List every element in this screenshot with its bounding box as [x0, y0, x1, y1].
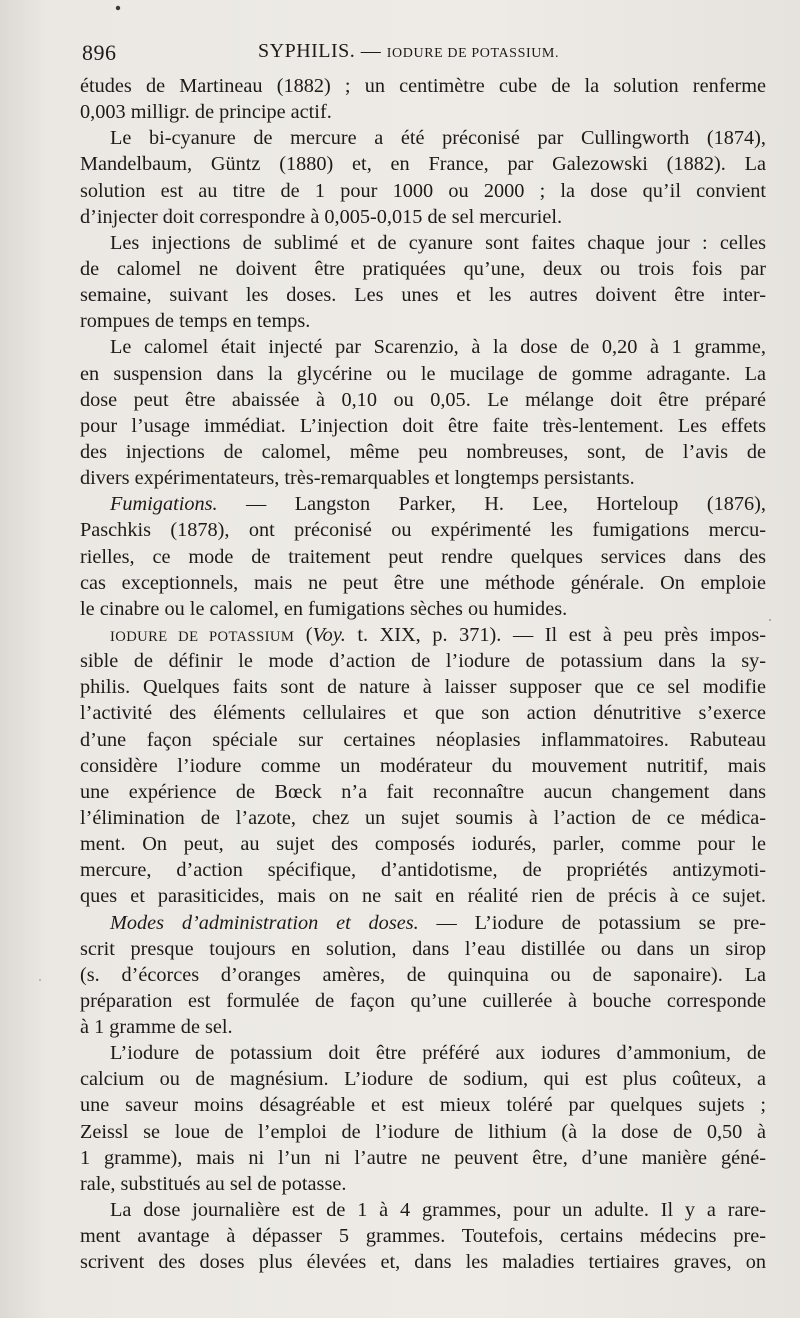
text-line-rest: — Langston Parker, H. Lee, Horteloup (1876),	[246, 493, 766, 516]
text-line: 1 gramme), mais ni l’un ni l’autre ne peuvent être, d’une manière géné-	[80, 1146, 766, 1169]
text-line: des injections de calomel, même peu nombreuses, sont, de l’avis de	[80, 440, 766, 463]
text-line: Le bi-cyanure de mercure a été préconisé par Cullingworth (1874),	[110, 127, 766, 150]
text-line: d’une façon spéciale sur certaines néoplasies inflammatoires. Rabuteau	[80, 728, 766, 751]
ink-speck	[116, 6, 120, 10]
ink-speck	[769, 619, 771, 621]
text-line: l’élimination de l’azote, chez un sujet soumis à l’action de ce médica-	[80, 806, 766, 829]
text-line: considère l’iodure comme un modérateur du mouvement nutritif, mais	[80, 754, 766, 777]
body-text	[80, 73, 766, 1275]
page-number: 896	[82, 40, 117, 65]
running-title	[258, 40, 559, 63]
text-line: une saveur moins désagréable et est mieux toléré par quelques sujets ;	[80, 1094, 766, 1117]
modes-paragraph-start	[80, 910, 766, 936]
text-line: sible de définir le mode d’action de l’iodure de potassium dans la sy-	[80, 650, 766, 673]
text-line: mercure, d’action spécifique, d’antidotisme, de propriétés antizymoti-	[80, 859, 766, 882]
iodure-paragraph-start	[80, 622, 766, 648]
text-line: études de Martineau (1882) ; un centimètre cube de la solution renferme	[80, 75, 766, 97]
iodure-heading: IODURE DE POTASSIUM	[110, 628, 295, 645]
text-line: Les injections de sublimé et de cyanure sont faites chaque jour : celles	[110, 231, 766, 254]
text-line: La dose journalière est de 1 à 4 grammes, pour un adulte. Il y a rare-	[110, 1199, 766, 1222]
ink-speck	[39, 979, 41, 981]
reference-open: (	[294, 623, 313, 646]
text-line: ment avantage à dépasser 5 grammes. Toutefois, certains médecins pre-	[80, 1225, 766, 1248]
text-line: préparation est formulée de façon qu’une cuillerée à bouche corresponde	[80, 989, 766, 1012]
text-line: semaine, suivant les doses. Les unes et les autres doivent être inter-	[80, 284, 766, 307]
text-line: de calomel ne doivent être pratiquées qu’une, deux ou trois fois par	[80, 257, 766, 280]
text-line: rielles, ce mode de traitement peut rendre quelques services dans des	[80, 545, 766, 568]
running-title-subject: IODURE DE POTASSIUM.	[386, 46, 560, 61]
text-line: en suspension dans la glycérine ou le mucilage de gomme adragante. La	[80, 362, 766, 385]
text-line: scrit presque toujours en solution, dans l’eau distillée ou dans un sirop	[80, 937, 766, 960]
text-line-rest: — L’iodure de potassium se pre-	[436, 911, 766, 934]
text-line: calcium ou de magnésium. L’iodure de sodium, qui est plus coûteux, a	[80, 1068, 766, 1091]
text-line: Le calomel était injecté par Scarenzio, à la dose de 0,20 à 1 gramme,	[110, 336, 766, 359]
running-title-dash: —	[355, 40, 387, 62]
text-line-rest: . — Il est à peu près impos-	[496, 623, 766, 646]
text-line: rompues de temps en temps.	[80, 310, 311, 333]
text-line: Mandelbaum, Güntz (1880) et, en France, par Galezowski (1882). La	[80, 153, 766, 176]
text-line: l’activité des éléments cellulaires et que son action dénutritive s’exerce	[80, 702, 766, 725]
text-line: philis. Quelques faits sont de nature à laisser supposer que ce sel modifie	[80, 676, 766, 699]
text-line: 0,003 milligr. de principe actif.	[80, 101, 332, 124]
text-line: cas exceptionnels, mais ne peut être une méthode générale. On emploie	[80, 571, 766, 594]
text-line: rale, substitués au sel de potasse.	[80, 1172, 347, 1195]
text-line: dose peut être abaissée à 0,10 ou 0,05. Le mélange doit être préparé	[80, 388, 766, 411]
text-line: divers expérimentateurs, très-remarquables et longtemps persistants.	[80, 467, 635, 490]
text-line: Paschkis (1878), ont préconisé ou expérimenté les fumigations mercu-	[80, 519, 766, 542]
text-line: pour l’usage immédiat. L’injection doit être faite très-lentement. Les effets	[80, 414, 766, 437]
text-line: ques et parasiticides, mais on ne sait en réalité rien de précis à ce sujet.	[80, 885, 766, 908]
text-line: solution est au titre de 1 pour 1000 ou 2000 ; la dose qu’il convient	[80, 179, 766, 202]
running-title-main: SYPHILIS.	[258, 40, 356, 62]
text-line: (s. d’écorces d’oranges amères, de quinquina ou de saponaire). La	[80, 963, 766, 986]
reference-voy: Voy.	[312, 623, 346, 646]
text-line: d’injecter doit correspondre à 0,005-0,015 de sel mercuriel.	[80, 205, 563, 228]
text-line: à 1 gramme de sel.	[80, 1016, 233, 1039]
running-header	[80, 40, 760, 72]
text-line: scrivent des doses plus élevées et, dans les maladies tertiaires graves, on	[80, 1251, 766, 1274]
text-line: ment. On peut, au sujet des composés iodurés, parler, comme pour le	[80, 833, 766, 856]
fumigations-paragraph-start	[80, 491, 766, 517]
reference-volume: t. XIX, p. 371)	[345, 623, 497, 646]
text-line: le cinabre ou le calomel, en fumigations sèches ou humides.	[80, 597, 568, 620]
text-line: L’iodure de potassium doit être préféré aux iodures d’ammonium, de	[110, 1042, 766, 1065]
text-line: une expérience de Bœck n’a fait reconnaître aucun changement dans	[80, 780, 766, 803]
fumigations-heading: Fumigations.	[110, 493, 218, 516]
modes-heading: Modes d’administration et doses.	[110, 911, 419, 934]
text-line: Zeissl se loue de l’emploi de l’iodure de lithium (à la dose de 0,50 à	[80, 1120, 766, 1143]
